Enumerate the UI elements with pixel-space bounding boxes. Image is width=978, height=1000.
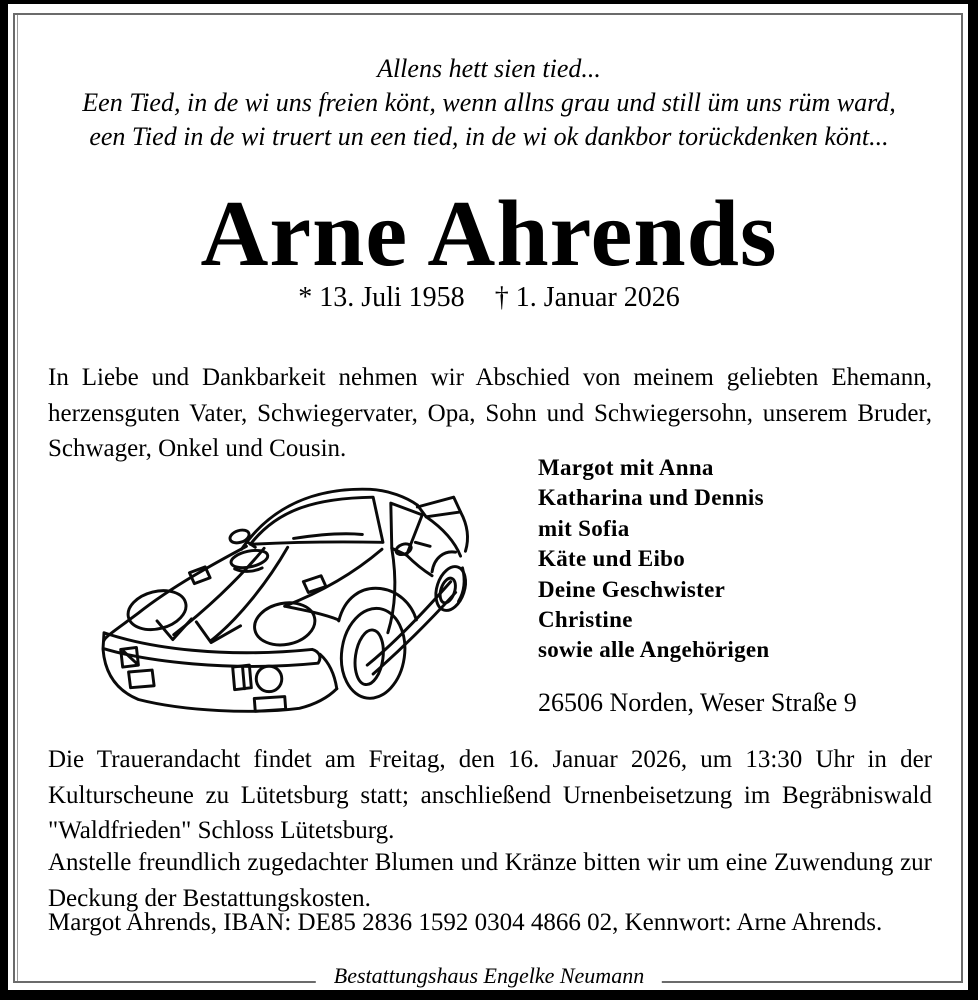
- intro-paragraph: In Liebe und Dankbarkeit nehmen wir Abschied von meinem geliebten Ehemann, herzensguten Vater, Schwiegervater, Opa, Sohn und Schwiegersohn, unserem Bruder, Schwager, Onkel und Cousin.: [48, 364, 932, 462]
- address-line: 26506 Norden, Weser Straße 9: [538, 688, 857, 717]
- scan-edge-bottom: [0, 990, 978, 1000]
- death-date: † 1. Januar 2026: [494, 282, 680, 313]
- mourner-line: Katharina und Dennis: [538, 485, 764, 511]
- car-line-art-icon: [85, 452, 510, 727]
- epigraph-line: Allens hett sien tied...: [377, 54, 601, 83]
- life-dates: [0, 282, 978, 314]
- deceased-name: Arne Ahrends: [200, 182, 778, 286]
- mourner-line: Margot mit Anna: [538, 455, 714, 480]
- mourner-line: mit Sofia: [538, 515, 630, 541]
- iban-line: Margot Ahrends, IBAN: DE85 2836 1592 0304 4866 02, Kennwort: Arne Ahrends.: [48, 909, 883, 936]
- birth-date: * 13. Juli 1958: [298, 282, 465, 313]
- donation-paragraph: Anstelle freundlich zugedachter Blumen und Kränze bitten wir um eine Zuwendung zur Deckung der Bestattungskosten.: [48, 849, 932, 912]
- mourner-line: Deine Geschwister: [538, 576, 726, 602]
- epigraph: [0, 52, 978, 154]
- car-illustration: [85, 452, 510, 727]
- service-paragraph: Die Trauerandacht findet am Freitag, den 16. Januar 2026, um 13:30 Uhr in der Kulturscheune zu Lütetsburg statt; anschließend Urnenbeisetzung im Begräbniswald "Waldfrieden" Schloss Lütetsburg.: [48, 746, 932, 844]
- scan-edge-top: [0, 0, 978, 4]
- epigraph-line: een Tied in de wi truert un een tied, in de wi ok dankbor torückdenken könt...: [89, 122, 889, 151]
- mourner-line: sowie alle Angehörigen: [538, 637, 770, 663]
- mourners-list: [538, 453, 769, 666]
- mourner-line: Käte und Eibo: [538, 546, 686, 572]
- mourner-line: Christine: [538, 607, 633, 633]
- epigraph-line: Een Tied, in de wi uns freien könt, wenn allns grau und still üm uns rüm ward,: [82, 88, 896, 117]
- funeral-home-label: Bestattungshaus Engelke Neumann: [316, 963, 662, 989]
